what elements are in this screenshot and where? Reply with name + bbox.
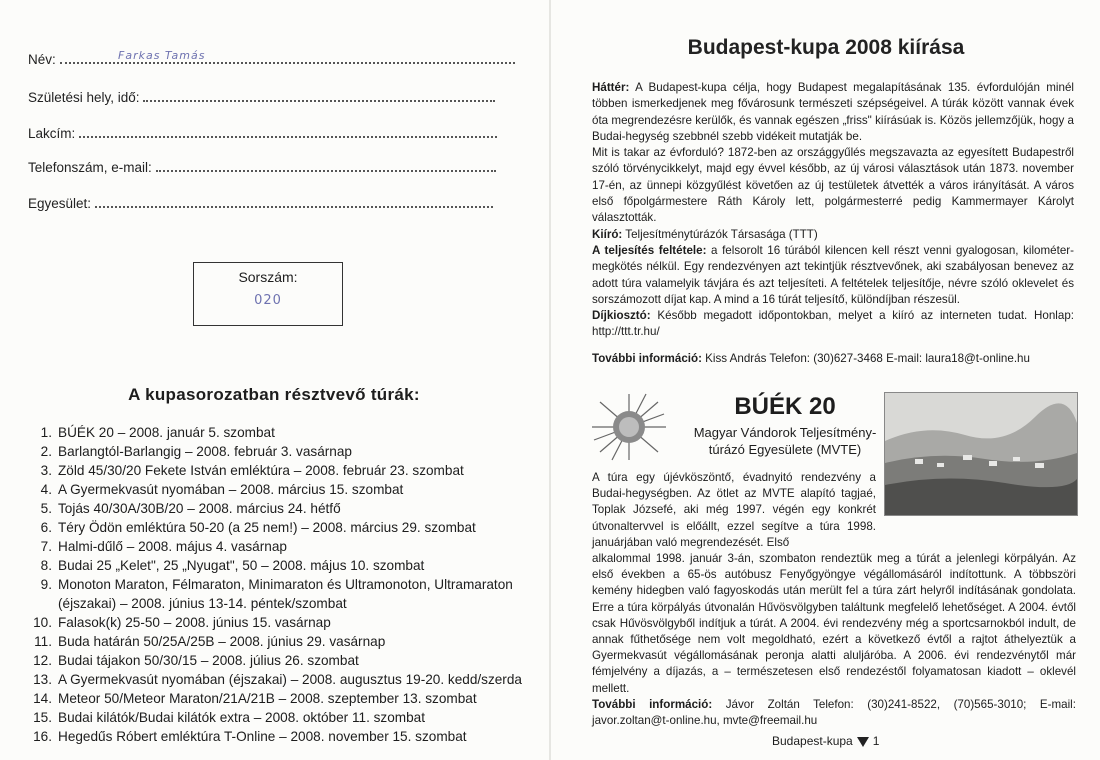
sorszam-label: Sorszám: (238, 269, 298, 285)
mvte-logo-icon (588, 390, 670, 464)
tour-number: 11. (34, 634, 52, 649)
buek-contact-label: További információ: (592, 697, 713, 711)
tour-text: Téry Ödön emléktúra 50-20 (a 25 nem!) – 2008. március 29. szombat (58, 520, 476, 535)
kiiras-contact-text: Kiss András Telefon: (30)627-3468 E-mail: laura18@t-online.hu (705, 352, 1030, 365)
phone-label: Telefonszám, e-mail: (28, 160, 152, 175)
tour-item (30, 442, 540, 461)
buek-intro-paragraph: A túra egy újévköszöntő, évadnyitó rendezvény a Budai-hegységben. Az ötlet az MVTE alapító tagjaé, Toplak Józsefé, aki még 1997. végén egy konkrét útvonaltervvel is előállt, ezzel segítve a túra 1998. januárjában való megrendezését. Első (592, 471, 876, 549)
tour-number: 6. (40, 520, 52, 535)
address-dotted-line (79, 126, 497, 138)
tour-text: BÚÉK 20 – 2008. január 5. szombat (58, 425, 275, 440)
tour-item (30, 727, 540, 746)
tour-number: 5. (40, 501, 52, 516)
name-label: Név: (28, 52, 56, 67)
tour-number: 14. (33, 691, 52, 706)
dijkioszto-text: Később megadott időpontokban, melyet a kiíró az interneten tudat. Honlap: http://ttt.tr.hu/ (592, 309, 1074, 339)
tour-item (30, 632, 540, 651)
kiiras-body (592, 80, 1074, 341)
tour-number: 4. (40, 482, 52, 497)
tour-text: Budai 25 „Kelet", 25 „Nyugat", 50 – 2008. május 10. szombat (58, 558, 425, 573)
tour-item (30, 575, 540, 613)
kiiras-contact-label: További információ: (592, 352, 702, 365)
tour-number: 15. (33, 710, 52, 725)
feltetel-label: A teljesítés feltétele: (592, 243, 707, 257)
dijkioszto-label: Díjkiosztó: (592, 309, 651, 323)
footer-label: Budapest-kupa (772, 734, 853, 748)
page-fold (549, 0, 551, 760)
club-label: Egyesület: (28, 196, 92, 211)
address-field (28, 126, 497, 141)
buek-title: BÚÉK 20 (734, 393, 836, 420)
name-field (28, 52, 515, 67)
kiiro-label: Kiíró: (592, 227, 623, 241)
hatter-label: Háttér: (592, 81, 630, 94)
tour-item (30, 670, 540, 689)
tour-number: 7. (40, 539, 52, 554)
buek-history-paragraph: alkalommal 1998. január 3-án, szombaton rendeztük meg a túrát a jelenlegi körpályán. Az első években a 65-ös autóbusz Fenyőgyöngye végállomásáról indítottunk. A többszöri kemény hidegben való fagyoskodás után merült fel a túra zárt helyről indításának gondolata. Erre a túra körpályás útvonalán Hűvösvölgyben találtunk megfelelő lehetőséget. A 2004. évtől csak Hűvösvölgyből indítjuk a túrát. A 2004. évi rendezvény még a sportcsarnokból indult, de annak fűthetősége nem volt megoldható, ezért a következő évtől a rajtot áthelyeztük a Gyermekvasút végállomásának peronja alatti aluljáróba. A 2006. évi rendezvénytől már fémjelvény a díjazás, a – természetesen első rendezéstől folyamatosan kiadott – oklevél mellett. (592, 552, 1076, 695)
tour-text: Buda határán 50/25A/25B – 2008. június 29. vasárnap (58, 634, 386, 649)
tour-item (30, 518, 540, 537)
birth-label: Születési hely, idő: (28, 90, 140, 105)
tour-number: 16. (33, 729, 52, 744)
tours-list (30, 423, 540, 746)
tour-text: Falasok(k) 25-50 – 2008. június 15. vasárnap (58, 615, 331, 630)
tours-title: A kupasorozatban résztvevő túrák: (128, 385, 420, 404)
phone-dotted-line (156, 160, 496, 172)
hatter-paragraph (592, 80, 1074, 145)
sorszam-box (193, 262, 343, 326)
buek-organizer: Magyar Vándorok Teljesítmény-túrázó Egyesülete (MVTE) (693, 425, 877, 457)
kiiro-paragraph (592, 227, 1074, 243)
anniversary-paragraph: Mit is takar az évforduló? 1872-ben az országgyűlés megszavazta az egyesített Budapestről szóló törvénycikkelyt, majd egy évvel később, az új városi választások után 1873. november 17-én, az ünnepi közgyűlést követően az új testületek átvették a város irányítását. A város első főpolgármestere Ráth Károly lett, polgármesterré pedig Kammermayer Károlyt választották. (592, 146, 1074, 225)
sorszam-value: 020 (254, 293, 282, 308)
feltetel-text: a felsorolt 16 túrából kilencen kell részt venni gyalogosan, kilométer-megkötés nélkül. Egy rendezvényen azt tekintjük résztvevőnek, aki szabályosan benevez az adott túra valamelyik távjára és azt teljesíteti. A feltételek teljesítője, névre szóló oklevelet és sorszámozott díjat kap. A mind a 16 túrát teljesítő, különdíjban részesül. (592, 243, 1074, 306)
tour-number: 12. (33, 653, 52, 668)
tour-number: 10. (33, 615, 52, 630)
club-field (28, 196, 493, 211)
tour-item (30, 537, 540, 556)
feltetel-paragraph (592, 243, 1074, 308)
tour-text: A Gyermekvasút nyomában (éjszakai) – 2008. augusztus 19-20. kedd/szerda (58, 672, 522, 687)
address-label: Lakcím: (28, 126, 76, 141)
page-footer (772, 734, 879, 748)
tour-text: Zöld 45/30/20 Fekete István emléktúra – 2008. február 23. szombat (58, 463, 464, 478)
tour-text: Barlangtól-Barlangig – 2008. február 3. vasárnap (58, 444, 352, 459)
kiiras-title: Budapest-kupa 2008 kiírása (687, 36, 965, 59)
tour-number: 1. (40, 425, 52, 440)
tour-item (30, 613, 540, 632)
name-handwritten-value: Farkas Tamás (118, 49, 206, 62)
tour-item (30, 556, 540, 575)
tour-number: 2. (40, 444, 52, 459)
tour-item (30, 461, 540, 480)
tour-text: A Gyermekvasút nyomában – 2008. március 15. szombat (58, 482, 404, 497)
tour-text: Meteor 50/Meteor Maraton/21A/21B – 2008. szeptember 13. szombat (58, 691, 477, 706)
page-number: 1 (872, 734, 880, 748)
tour-item (30, 480, 540, 499)
tour-item (30, 423, 540, 442)
tour-item (30, 708, 540, 727)
tour-text: Hegedűs Róbert emléktúra T-Online – 2008. november 15. szombat (58, 729, 467, 744)
dijkioszto-paragraph (592, 308, 1074, 341)
birth-dotted-line (143, 90, 495, 102)
tour-text: Budai kilátók/Budai kilátók extra – 2008. október 11. szombat (58, 710, 425, 725)
buek-contact (592, 697, 1076, 729)
tour-number: 13. (33, 672, 52, 687)
hatter-text: A Budapest-kupa célja, hogy Budapest megalapításának 135. évfordulóján minél többen ismerkedjenek meg fővárosunk természeti szépségeivel. A túrák között vannak évek óta megrendezésre kerülők, és vannak egészen „friss" kiírásúak is. Közös jellemzőjük, hogy a Budai-hegység szebbnél szebb vidékeit mutatják be. (592, 81, 1074, 143)
tour-number: 9. (40, 577, 52, 592)
club-dotted-line (95, 196, 493, 208)
tour-item (30, 651, 540, 670)
tour-text: Halmi-dűlő – 2008. május 4. vasárnap (58, 539, 287, 554)
kiiras-contact (592, 352, 1030, 365)
buek-body (592, 470, 1076, 729)
birth-field (28, 90, 495, 105)
tour-number: 8. (40, 558, 52, 573)
tour-item (30, 499, 540, 518)
kiiro-text: Teljesítménytúrázók Társasága (TTT) (625, 227, 818, 241)
tour-text: Tojás 40/30A/30B/20 – 2008. március 24. hétfő (58, 501, 341, 516)
buek-contact-text: Jávor Zoltán Telefon: (30)241-8522, (70)565-3010; E-mail: javor.zoltan@t-online.hu, mvte@freemail.hu (592, 697, 1076, 728)
phone-field (28, 160, 496, 175)
tour-text: Budai tájakon 50/30/15 – 2008. július 26. szombat (58, 653, 359, 668)
tour-number: 3. (40, 463, 52, 478)
tour-item (30, 689, 540, 708)
triangle-down-icon (857, 737, 869, 747)
tour-text: Monoton Maraton, Félmaraton, Minimaraton és Ultramonoton, Ultramaraton (éjszakai) – 2008. június 13-14. péntek/szombat (58, 577, 513, 611)
